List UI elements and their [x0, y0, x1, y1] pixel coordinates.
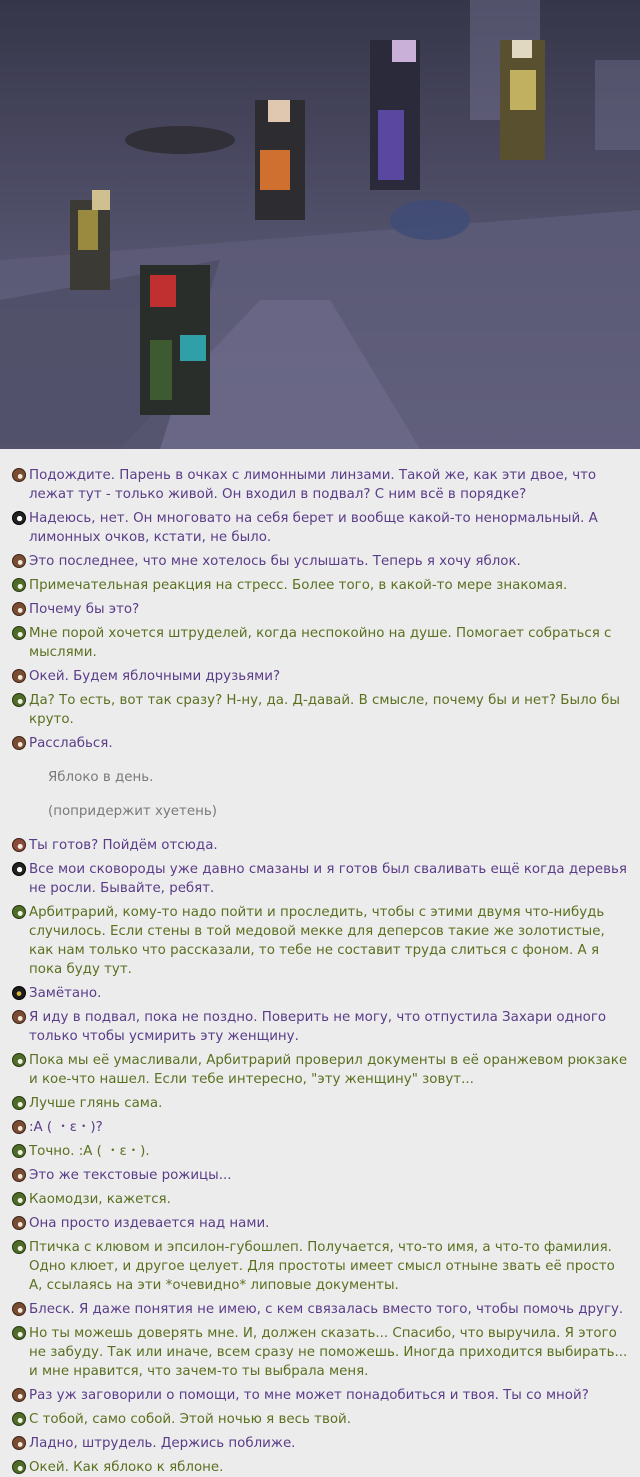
- message-text: Замётано.: [29, 986, 102, 1001]
- figure-front: [140, 265, 210, 415]
- chat-message: [29, 1214, 632, 1233]
- message-text: Но ты можешь доверять мне. И, должен сказать... Спасибо, что выручила. Я этого не забуду. Так или иначе, всем сразу не поможешь. Иногда приходится выбирать... и мне нравится, что зачем-то ты выбрала меня.: [29, 1326, 628, 1379]
- message-text: Точно. :A ( ・ε・).: [29, 1144, 150, 1159]
- avatar-brown-icon: [12, 1216, 26, 1230]
- chat-message: [29, 1238, 632, 1295]
- avatar-brown-icon: [12, 1010, 26, 1024]
- message-text: Ладно, штрудель. Держись поближе.: [29, 1436, 296, 1451]
- figure-far-right: [500, 40, 545, 160]
- message-text: Примечательная реакция на стресс. Более того, в какой-то мере знакомая.: [29, 578, 568, 593]
- chat-message: [29, 1094, 632, 1113]
- chat-log: [0, 449, 640, 1477]
- narration-line: (попридержит хуетень): [48, 804, 217, 819]
- message-text: Арбитрарий, кому-то надо пойти и проследить, чтобы с этими двумя что-нибудь случилось. Если стены в той медовой мекке для деперсов такие же золотистые, как нам только что рассказали, то тебе не составит труда слиться с фоном. А я пока буду тут.: [29, 905, 605, 977]
- chat-message: [29, 1458, 632, 1477]
- chat-message: [29, 734, 632, 753]
- avatar-green-icon: [12, 1096, 26, 1110]
- avatar-brown-icon: [12, 736, 26, 750]
- message-text: Раз уж заговорили о помощи, то мне может понадобиться и твоя. Ты со мной?: [29, 1388, 589, 1403]
- figure-center: [255, 100, 305, 220]
- avatar-brown-icon: [12, 1388, 26, 1402]
- chat-message: [29, 984, 632, 1003]
- message-text: Окей. Будем яблочными друзьями?: [29, 669, 281, 684]
- message-text: Все мои сковороды уже давно смазаны и я готов был сваливать ещё когда деревья не росли. Бывайте, ребят.: [29, 862, 627, 896]
- chat-message: [29, 1324, 632, 1381]
- scene-image-icon: [0, 0, 640, 449]
- avatar-green-icon: [12, 1326, 26, 1340]
- chat-message: [29, 691, 632, 729]
- avatar-brown-icon: [12, 554, 26, 568]
- message-text: Ты готов? Пойдём отсюда.: [29, 838, 218, 853]
- avatar-brown-icon: [12, 1302, 26, 1316]
- message-text: Подождите. Парень в очках с лимонными линзами. Такой же, как эти двое, что лежат тут - только живой. Он входил в подвал? С ним всё в порядке?: [29, 468, 597, 502]
- message-text: :A ( ・ε・)?: [29, 1120, 103, 1135]
- chat-message: [29, 1142, 632, 1161]
- chat-message: [29, 466, 632, 504]
- message-text: Это последнее, что мне хотелось бы услышать. Теперь я хочу яблок.: [29, 554, 521, 569]
- avatar-brown-icon: [12, 602, 26, 616]
- chat-message: [29, 552, 632, 571]
- message-text: Почему бы это?: [29, 602, 140, 617]
- message-text: Окей. Как яблоко к яблоне.: [29, 1460, 224, 1475]
- chat-message: [29, 509, 632, 547]
- avatar-brown-icon: [12, 1120, 26, 1134]
- message-text: Я иду в подвал, пока не поздно. Поверить не могу, что отпустила Захари одного только чтобы усмирить эту женщину.: [29, 1010, 607, 1044]
- chat-message: [29, 836, 632, 855]
- avatar-brown-icon: [12, 1436, 26, 1450]
- chat-message: [29, 624, 632, 662]
- avatar-brown-icon: [12, 468, 26, 482]
- chat-message: [29, 1166, 632, 1185]
- narration-line: Яблоко в день.: [48, 770, 154, 785]
- avatar-green-icon: [12, 626, 26, 640]
- message-text: Пока мы её умасливали, Арбитрарий проверил документы в её оранжевом рюкзаке и кое-что нашел. Если тебе интересно, "эту женщину" зовут...: [29, 1053, 628, 1087]
- figure-left: [70, 190, 110, 290]
- avatar-brown-icon: [12, 669, 26, 683]
- message-text: Надеюсь, нет. Он многовато на себя берет и вообще какой-то ненормальный. А лимонных очков, кстати, не было.: [29, 511, 598, 545]
- chat-message: [29, 600, 632, 619]
- chat-message: [29, 1008, 632, 1046]
- avatar-brown-icon: [12, 1168, 26, 1182]
- figure-right: [370, 40, 420, 190]
- avatar-green-icon: [12, 905, 26, 919]
- chat-message: [29, 903, 632, 979]
- chat-message: [29, 1410, 632, 1429]
- message-text: Птичка с клювом и эпсилон-губошлеп. Получается, что-то имя, а что-то фамилия. Одно клюет, и другое целует. Для простоты имеет смысл отныне звать её просто А, ссылаясь на эти *очевидно* липовые документы.: [29, 1240, 615, 1293]
- avatar-green-icon: [12, 1192, 26, 1206]
- message-text: Каомодзи, кажется.: [29, 1192, 171, 1207]
- avatar-mask-icon: [12, 986, 26, 1000]
- message-text: Лучше глянь сама.: [29, 1096, 163, 1111]
- message-text: Расслабься.: [29, 736, 113, 751]
- avatar-green-icon: [12, 1144, 26, 1158]
- message-text: С тобой, само собой. Этой ночью я весь твой.: [29, 1412, 351, 1427]
- avatar-green-icon: [12, 1460, 26, 1474]
- avatar-green-icon: [12, 1412, 26, 1426]
- message-text: Это же текстовые рожицы...: [29, 1168, 232, 1183]
- avatar-green-icon: [12, 693, 26, 707]
- message-text: Она просто издевается над нами.: [29, 1216, 270, 1231]
- chat-message: [29, 1190, 632, 1209]
- scene-illustration: [0, 0, 640, 449]
- chat-message: [29, 1300, 632, 1319]
- chat-message: [29, 576, 632, 595]
- avatar-dark-icon: [12, 511, 26, 525]
- message-text: Блеск. Я даже понятия не имею, с кем связалась вместо того, чтобы помочь другу.: [29, 1302, 624, 1317]
- chat-message: [29, 1118, 632, 1137]
- chat-message: [29, 1386, 632, 1405]
- avatar-green-icon: [12, 1053, 26, 1067]
- message-text: Да? То есть, вот так сразу? Н-ну, да. Д-давай. В смысле, почему бы и нет? Было бы круто.: [29, 693, 620, 727]
- message-text: Мне порой хочется штруделей, когда неспокойно на душе. Помогает собраться с мыслями.: [29, 626, 612, 660]
- avatar-green-icon: [12, 1240, 26, 1254]
- avatar-green-icon: [12, 578, 26, 592]
- avatar-red-icon: [12, 838, 26, 852]
- chat-message: [29, 667, 632, 686]
- chat-message: [29, 1434, 632, 1453]
- chat-message: [29, 860, 632, 898]
- avatar-dark-icon: [12, 862, 26, 876]
- chat-message: [29, 1051, 632, 1089]
